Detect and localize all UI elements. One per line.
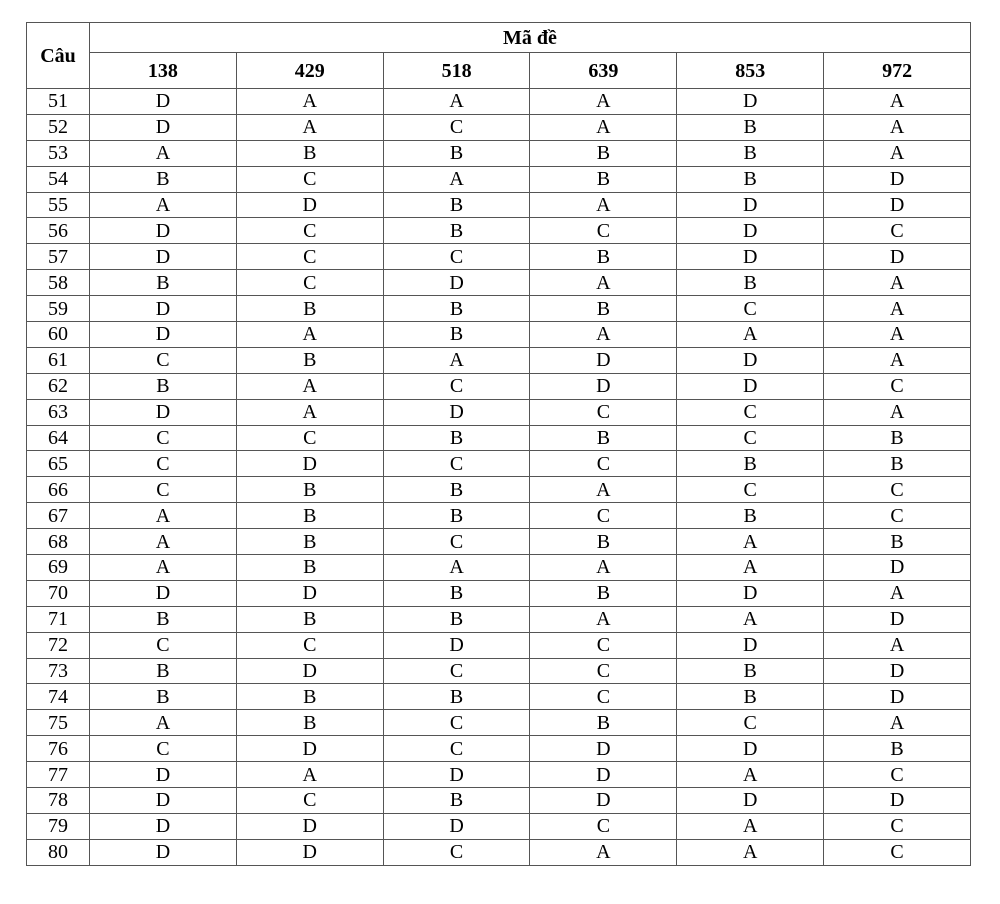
answer-cell: A [236, 762, 383, 788]
answer-cell: C [530, 399, 677, 425]
answer-cell: D [530, 347, 677, 373]
table-row [27, 373, 971, 399]
answer-cell: B [383, 788, 530, 814]
answer-cell: C [90, 347, 237, 373]
answer-cell: A [383, 166, 530, 192]
table-row [27, 425, 971, 451]
answer-cell: D [383, 762, 530, 788]
answer-cell: B [677, 270, 824, 296]
answer-cell: A [90, 555, 237, 581]
question-number: 80 [27, 839, 90, 865]
question-number: 59 [27, 296, 90, 322]
answer-cell: A [383, 89, 530, 115]
answer-cell: C [824, 477, 971, 503]
answer-cell: C [530, 451, 677, 477]
answer-cell: D [824, 555, 971, 581]
answer-cell: D [530, 788, 677, 814]
answer-cell: B [383, 192, 530, 218]
answer-cell: C [677, 477, 824, 503]
answer-cell: B [530, 529, 677, 555]
answer-cell: B [530, 425, 677, 451]
answer-cell: B [677, 684, 824, 710]
answer-cell: A [383, 555, 530, 581]
answer-cell: B [90, 684, 237, 710]
answer-cell: D [677, 373, 824, 399]
answer-key-table [26, 22, 971, 866]
question-number: 67 [27, 503, 90, 529]
question-number: 66 [27, 477, 90, 503]
answer-cell: B [383, 296, 530, 322]
answer-cell: A [824, 140, 971, 166]
question-number: 53 [27, 140, 90, 166]
answer-cell: A [530, 114, 677, 140]
answer-cell: D [824, 788, 971, 814]
answer-cell: A [236, 373, 383, 399]
answer-cell: A [824, 347, 971, 373]
answer-cell: C [236, 788, 383, 814]
table-row [27, 839, 971, 865]
answer-cell: A [383, 347, 530, 373]
answer-cell: D [236, 813, 383, 839]
answer-cell: C [824, 839, 971, 865]
answer-cell: D [383, 632, 530, 658]
answer-cell: C [824, 813, 971, 839]
answer-cell: B [677, 503, 824, 529]
answer-cell: A [677, 813, 824, 839]
header-row-top [27, 23, 971, 53]
table-row [27, 270, 971, 296]
answer-cell: D [824, 192, 971, 218]
answer-cell: D [530, 762, 677, 788]
question-column-header: Câu [27, 23, 90, 89]
answer-cell: B [383, 684, 530, 710]
question-number: 61 [27, 347, 90, 373]
answer-cell: D [824, 684, 971, 710]
answer-cell: A [824, 270, 971, 296]
table-row [27, 451, 971, 477]
table-row [27, 658, 971, 684]
question-number: 79 [27, 813, 90, 839]
question-number: 74 [27, 684, 90, 710]
answer-cell: C [824, 503, 971, 529]
answer-cell: C [236, 425, 383, 451]
answer-cell: D [90, 788, 237, 814]
answer-cell: B [236, 140, 383, 166]
table-row [27, 503, 971, 529]
answer-cell: C [90, 477, 237, 503]
question-number: 75 [27, 710, 90, 736]
question-number: 65 [27, 451, 90, 477]
answer-cell: A [530, 322, 677, 348]
table-row [27, 347, 971, 373]
answer-cell: C [383, 710, 530, 736]
answer-cell: B [90, 166, 237, 192]
answer-cell: B [824, 451, 971, 477]
answer-cell: D [236, 658, 383, 684]
header-row-codes [27, 53, 971, 89]
answer-cell: C [824, 762, 971, 788]
answer-cell: C [383, 244, 530, 270]
answer-cell: A [236, 322, 383, 348]
answer-cell: A [236, 399, 383, 425]
question-number: 52 [27, 114, 90, 140]
answer-cell: A [824, 114, 971, 140]
answer-cell: D [90, 114, 237, 140]
exam-code-cell: 138 [90, 53, 237, 89]
answer-cell: B [530, 140, 677, 166]
answer-cell: D [677, 218, 824, 244]
answer-cell: C [383, 114, 530, 140]
exam-code-cell: 853 [677, 53, 824, 89]
answer-cell: D [677, 736, 824, 762]
answer-cell: D [677, 192, 824, 218]
table-row [27, 322, 971, 348]
answer-cell: D [824, 658, 971, 684]
answer-cell: C [530, 658, 677, 684]
answer-cell: A [530, 477, 677, 503]
answer-cell: D [824, 606, 971, 632]
answer-cell: D [383, 399, 530, 425]
answer-cell: B [90, 606, 237, 632]
answer-cell: D [90, 399, 237, 425]
answer-cell: D [90, 322, 237, 348]
answer-cell: C [383, 736, 530, 762]
question-number: 51 [27, 89, 90, 115]
answer-cell: C [677, 425, 824, 451]
answer-cell: C [90, 736, 237, 762]
table-row [27, 580, 971, 606]
table-row [27, 555, 971, 581]
question-number: 62 [27, 373, 90, 399]
table-row [27, 192, 971, 218]
table-row [27, 710, 971, 736]
answer-cell: A [530, 270, 677, 296]
answer-cell: C [383, 373, 530, 399]
question-number: 78 [27, 788, 90, 814]
answer-cell: D [677, 580, 824, 606]
answer-cell: C [530, 503, 677, 529]
answer-cell: A [824, 89, 971, 115]
question-number: 60 [27, 322, 90, 348]
answer-cell: C [90, 632, 237, 658]
exam-code-cell: 639 [530, 53, 677, 89]
answer-cell: C [677, 296, 824, 322]
answer-cell: A [530, 606, 677, 632]
answer-cell: D [677, 632, 824, 658]
answer-cell: B [90, 658, 237, 684]
answer-cell: D [90, 580, 237, 606]
answer-cell: B [677, 114, 824, 140]
answer-cell: C [236, 632, 383, 658]
table-row [27, 606, 971, 632]
table-row [27, 166, 971, 192]
answer-cell: D [824, 166, 971, 192]
question-number: 68 [27, 529, 90, 555]
answer-cell: D [90, 218, 237, 244]
answer-cell: D [530, 373, 677, 399]
answer-cell: A [677, 606, 824, 632]
question-number: 55 [27, 192, 90, 218]
answer-cell: A [530, 89, 677, 115]
answer-cell: A [824, 710, 971, 736]
answer-cell: B [530, 710, 677, 736]
table-row [27, 813, 971, 839]
answer-cell: D [383, 813, 530, 839]
table-row [27, 788, 971, 814]
answer-cell: B [530, 296, 677, 322]
answer-cell: C [236, 166, 383, 192]
exam-code-cell: 429 [236, 53, 383, 89]
exam-code-cell: 972 [824, 53, 971, 89]
answer-cell: B [383, 425, 530, 451]
question-number: 72 [27, 632, 90, 658]
answer-cell: A [824, 296, 971, 322]
answer-cell: C [530, 632, 677, 658]
answer-cell: A [677, 322, 824, 348]
answer-cell: D [236, 736, 383, 762]
table-row [27, 529, 971, 555]
answer-cell: C [383, 839, 530, 865]
table-row [27, 399, 971, 425]
question-number: 64 [27, 425, 90, 451]
answer-cell: C [677, 399, 824, 425]
question-number: 69 [27, 555, 90, 581]
answer-cell: D [236, 451, 383, 477]
answer-cell: A [824, 322, 971, 348]
answer-cell: A [236, 89, 383, 115]
answer-cell: C [236, 218, 383, 244]
answer-cell: D [383, 270, 530, 296]
answer-cell: B [824, 736, 971, 762]
answer-cell: B [383, 218, 530, 244]
answer-cell: D [677, 89, 824, 115]
answer-cell: D [530, 736, 677, 762]
answer-cell: C [236, 270, 383, 296]
answer-cell: B [383, 322, 530, 348]
answer-cell: A [90, 503, 237, 529]
answer-cell: A [90, 529, 237, 555]
answer-cell: B [677, 451, 824, 477]
answer-cell: C [90, 425, 237, 451]
answer-cell: A [677, 529, 824, 555]
question-number: 57 [27, 244, 90, 270]
answer-cell: C [383, 529, 530, 555]
answer-cell: B [236, 555, 383, 581]
answer-cell: B [236, 296, 383, 322]
answer-cell: B [236, 606, 383, 632]
table-row [27, 89, 971, 115]
answer-cell: A [677, 762, 824, 788]
answer-cell: A [530, 555, 677, 581]
answer-cell: C [530, 218, 677, 244]
answer-cell: B [383, 140, 530, 166]
question-number: 73 [27, 658, 90, 684]
answer-cell: D [90, 244, 237, 270]
table-row [27, 296, 971, 322]
answer-cell: B [677, 658, 824, 684]
answer-cell: B [383, 477, 530, 503]
question-number: 70 [27, 580, 90, 606]
table-row [27, 736, 971, 762]
table-row [27, 762, 971, 788]
answer-cell: B [824, 425, 971, 451]
answer-cell: B [236, 529, 383, 555]
answer-cell: B [383, 606, 530, 632]
answer-cell: C [677, 710, 824, 736]
answer-cell: D [90, 89, 237, 115]
answer-cell: B [530, 244, 677, 270]
answer-cell: C [530, 813, 677, 839]
answer-cell: B [677, 166, 824, 192]
answer-cell: B [383, 580, 530, 606]
table-row [27, 114, 971, 140]
answer-cell: D [824, 244, 971, 270]
answer-cell: B [677, 140, 824, 166]
table-row [27, 684, 971, 710]
exam-code-cell: 518 [383, 53, 530, 89]
answer-cell: D [236, 192, 383, 218]
answer-cell: A [824, 632, 971, 658]
question-number: 77 [27, 762, 90, 788]
answer-cell: B [530, 166, 677, 192]
answer-cell: C [824, 373, 971, 399]
answer-cell: B [530, 580, 677, 606]
question-number: 76 [27, 736, 90, 762]
table-body [27, 89, 971, 866]
answer-cell: A [824, 580, 971, 606]
table-row [27, 218, 971, 244]
answer-cell: A [530, 839, 677, 865]
answer-cell: C [824, 218, 971, 244]
answer-cell: A [677, 839, 824, 865]
answer-cell: A [236, 114, 383, 140]
answer-cell: A [90, 140, 237, 166]
answer-cell: D [236, 839, 383, 865]
table-row [27, 140, 971, 166]
question-number: 58 [27, 270, 90, 296]
answer-cell: A [824, 399, 971, 425]
answer-cell: B [90, 270, 237, 296]
answer-cell: D [236, 580, 383, 606]
answer-cell: A [90, 710, 237, 736]
table-row [27, 632, 971, 658]
answer-cell: B [236, 477, 383, 503]
answer-cell: D [677, 347, 824, 373]
question-number: 63 [27, 399, 90, 425]
answer-cell: A [530, 192, 677, 218]
answer-cell: D [90, 813, 237, 839]
answer-cell: B [383, 503, 530, 529]
answer-cell: B [236, 503, 383, 529]
question-number: 71 [27, 606, 90, 632]
answer-cell: A [677, 555, 824, 581]
answer-cell: C [383, 451, 530, 477]
answer-cell: B [236, 710, 383, 736]
table-header [27, 23, 971, 89]
question-number: 56 [27, 218, 90, 244]
answer-cell: C [236, 244, 383, 270]
answer-cell: A [90, 192, 237, 218]
table-row [27, 244, 971, 270]
answer-cell: D [677, 788, 824, 814]
table-row [27, 477, 971, 503]
answer-cell: C [530, 684, 677, 710]
answer-cell: D [90, 839, 237, 865]
answer-cell: D [90, 762, 237, 788]
answer-cell: B [236, 684, 383, 710]
answer-cell: D [677, 244, 824, 270]
answer-cell: C [90, 451, 237, 477]
exam-code-header: Mã đề [90, 23, 971, 53]
answer-cell: B [90, 373, 237, 399]
answer-cell: B [236, 347, 383, 373]
answer-cell: C [383, 658, 530, 684]
answer-cell: D [90, 296, 237, 322]
question-number: 54 [27, 166, 90, 192]
answer-cell: B [824, 529, 971, 555]
